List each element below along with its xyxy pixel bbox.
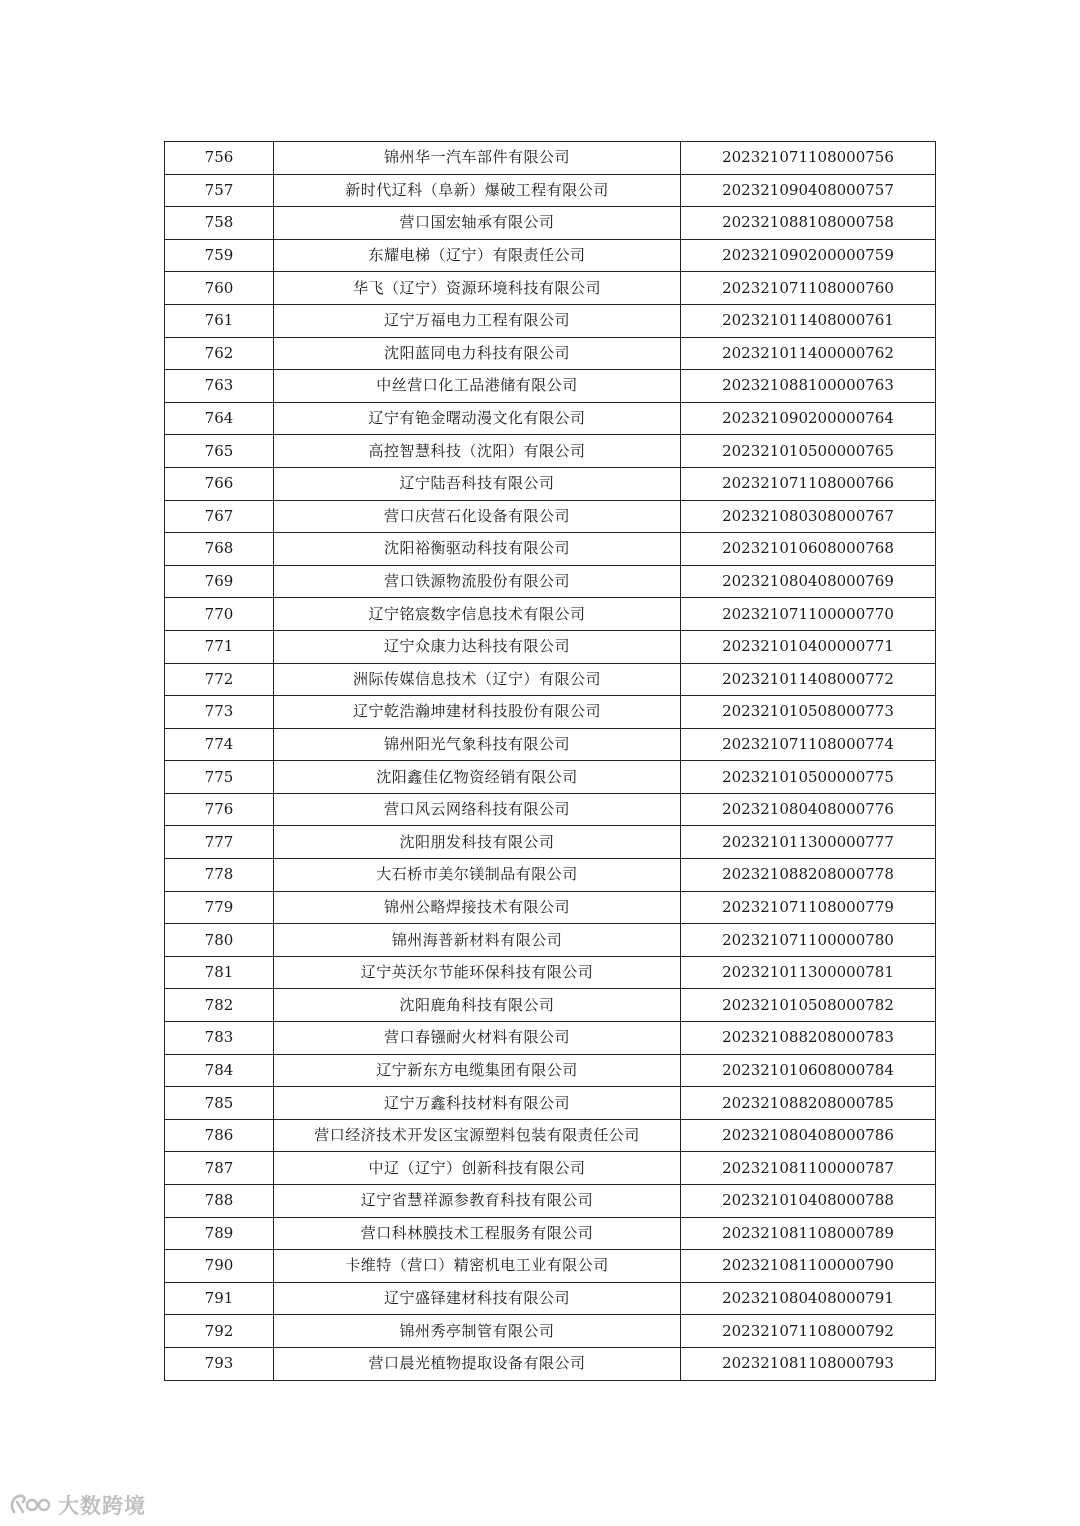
company-name: 辽宁陆吾科技有限公司 — [274, 467, 681, 500]
registration-code: 202321071100000770 — [681, 598, 936, 631]
row-number: 765 — [165, 435, 274, 468]
registration-code: 202321088108000758 — [681, 207, 936, 240]
company-name: 沈阳鹿角科技有限公司 — [274, 989, 681, 1022]
registration-code: 202321010608000784 — [681, 1054, 936, 1087]
table-row — [165, 207, 936, 240]
table-row — [165, 1087, 936, 1120]
company-name: 卡维特（营口）精密机电工业有限公司 — [274, 1250, 681, 1283]
table-row — [165, 1250, 936, 1283]
company-name: 辽宁英沃尔节能环保科技有限公司 — [274, 956, 681, 989]
registration-code: 202321071108000766 — [681, 467, 936, 500]
table-row — [165, 239, 936, 272]
registration-code: 202321090200000764 — [681, 402, 936, 435]
row-number: 768 — [165, 533, 274, 566]
company-name: 辽宁省慧祥源参教育科技有限公司 — [274, 1185, 681, 1218]
table-row — [165, 370, 936, 403]
row-number: 767 — [165, 500, 274, 533]
registration-code: 202321081108000793 — [681, 1347, 936, 1380]
registration-code: 202321011300000781 — [681, 956, 936, 989]
company-name: 辽宁有铯金曙动漫文化有限公司 — [274, 402, 681, 435]
registration-code: 202321071108000756 — [681, 142, 936, 175]
company-name: 辽宁万鑫科技材料有限公司 — [274, 1087, 681, 1120]
row-number: 780 — [165, 924, 274, 957]
row-number: 783 — [165, 1022, 274, 1055]
row-number: 775 — [165, 761, 274, 794]
registration-code: 202321080408000769 — [681, 565, 936, 598]
company-name: 辽宁乾浩瀚坤建材科技股份有限公司 — [274, 696, 681, 729]
registration-code: 202321010500000775 — [681, 761, 936, 794]
company-name: 营口科林膜技术工程服务有限公司 — [274, 1217, 681, 1250]
registration-code: 202321090200000759 — [681, 239, 936, 272]
row-number: 785 — [165, 1087, 274, 1120]
company-name: 沈阳鑫佳亿物资经销有限公司 — [274, 761, 681, 794]
registration-code: 202321010508000773 — [681, 696, 936, 729]
registration-code: 202321088208000783 — [681, 1022, 936, 1055]
company-name: 锦州秀亭制管有限公司 — [274, 1315, 681, 1348]
row-number: 774 — [165, 728, 274, 761]
row-number: 770 — [165, 598, 274, 631]
company-name: 营口春镪耐火材料有限公司 — [274, 1022, 681, 1055]
company-name: 营口庆营石化设备有限公司 — [274, 500, 681, 533]
table-row — [165, 435, 936, 468]
row-number: 787 — [165, 1152, 274, 1185]
registration-code: 202321010500000765 — [681, 435, 936, 468]
table-row — [165, 696, 936, 729]
company-name: 洲际传媒信息技术（辽宁）有限公司 — [274, 663, 681, 696]
registration-code: 202321080408000776 — [681, 793, 936, 826]
table-row — [165, 1217, 936, 1250]
registration-code: 202321080308000767 — [681, 500, 936, 533]
row-number: 769 — [165, 565, 274, 598]
table-row — [165, 1022, 936, 1055]
table-body — [165, 142, 936, 1381]
registration-code: 202321081100000787 — [681, 1152, 936, 1185]
table-row — [165, 174, 936, 207]
registration-code: 202321011400000762 — [681, 337, 936, 370]
company-name: 大石桥市美尔镁制品有限公司 — [274, 859, 681, 892]
row-number: 763 — [165, 370, 274, 403]
table-row — [165, 1054, 936, 1087]
row-number: 760 — [165, 272, 274, 305]
brand-logo-icon — [8, 1492, 52, 1518]
table-row — [165, 956, 936, 989]
table-row — [165, 1185, 936, 1218]
company-name: 东耀电梯（辽宁）有限责任公司 — [274, 239, 681, 272]
registration-code: 202321011300000777 — [681, 826, 936, 859]
row-number: 773 — [165, 696, 274, 729]
row-number: 790 — [165, 1250, 274, 1283]
row-number: 758 — [165, 207, 274, 240]
registration-code: 202321010608000768 — [681, 533, 936, 566]
company-name: 新时代辽科（阜新）爆破工程有限公司 — [274, 174, 681, 207]
table-row — [165, 337, 936, 370]
row-number: 792 — [165, 1315, 274, 1348]
registration-code: 202321081108000789 — [681, 1217, 936, 1250]
company-name: 沈阳蓝同电力科技有限公司 — [274, 337, 681, 370]
table-row — [165, 859, 936, 892]
table-row — [165, 989, 936, 1022]
row-number: 779 — [165, 891, 274, 924]
table-row — [165, 793, 936, 826]
table-row — [165, 761, 936, 794]
company-name: 辽宁众康力达科技有限公司 — [274, 630, 681, 663]
company-name: 营口铁源物流股份有限公司 — [274, 565, 681, 598]
table-row — [165, 924, 936, 957]
table-row — [165, 630, 936, 663]
table-row — [165, 1282, 936, 1315]
table-row — [165, 1119, 936, 1152]
registration-code: 202321010508000782 — [681, 989, 936, 1022]
registration-code: 202321080408000791 — [681, 1282, 936, 1315]
company-name: 中辽（辽宁）创新科技有限公司 — [274, 1152, 681, 1185]
registration-code: 202321088208000778 — [681, 859, 936, 892]
row-number: 759 — [165, 239, 274, 272]
table-row — [165, 728, 936, 761]
row-number: 781 — [165, 956, 274, 989]
row-number: 791 — [165, 1282, 274, 1315]
company-name: 营口国宏轴承有限公司 — [274, 207, 681, 240]
row-number: 777 — [165, 826, 274, 859]
table-row — [165, 598, 936, 631]
row-number: 762 — [165, 337, 274, 370]
table-row — [165, 565, 936, 598]
row-number: 761 — [165, 304, 274, 337]
row-number: 793 — [165, 1347, 274, 1380]
row-number: 784 — [165, 1054, 274, 1087]
row-number: 782 — [165, 989, 274, 1022]
table-row — [165, 891, 936, 924]
registration-code: 202321010408000788 — [681, 1185, 936, 1218]
row-number: 786 — [165, 1119, 274, 1152]
table-row — [165, 304, 936, 337]
table-row — [165, 826, 936, 859]
company-name: 中丝营口化工品港储有限公司 — [274, 370, 681, 403]
table-row — [165, 402, 936, 435]
registration-code: 202321071108000760 — [681, 272, 936, 305]
row-number: 776 — [165, 793, 274, 826]
table-row — [165, 1315, 936, 1348]
row-number: 766 — [165, 467, 274, 500]
company-name: 锦州公略焊接技术有限公司 — [274, 891, 681, 924]
enterprise-table — [164, 141, 936, 1381]
registration-code: 202321011408000761 — [681, 304, 936, 337]
row-number: 788 — [165, 1185, 274, 1218]
table-row — [165, 500, 936, 533]
company-name: 锦州海普新材料有限公司 — [274, 924, 681, 957]
company-name: 辽宁万福电力工程有限公司 — [274, 304, 681, 337]
registration-code: 202321071108000774 — [681, 728, 936, 761]
table-row — [165, 1347, 936, 1380]
row-number: 757 — [165, 174, 274, 207]
row-number: 756 — [165, 142, 274, 175]
registration-code: 202321071108000779 — [681, 891, 936, 924]
registration-code: 202321088208000785 — [681, 1087, 936, 1120]
company-name: 营口风云网络科技有限公司 — [274, 793, 681, 826]
table-row — [165, 272, 936, 305]
table-row — [165, 533, 936, 566]
row-number: 771 — [165, 630, 274, 663]
registration-code: 202321071100000780 — [681, 924, 936, 957]
company-name: 华飞（辽宁）资源环境科技有限公司 — [274, 272, 681, 305]
table-row — [165, 1152, 936, 1185]
row-number: 789 — [165, 1217, 274, 1250]
registration-code: 202321011408000772 — [681, 663, 936, 696]
registration-code: 202321010400000771 — [681, 630, 936, 663]
registration-code: 202321088100000763 — [681, 370, 936, 403]
company-name: 营口经济技术开发区宝源塑料包装有限责任公司 — [274, 1119, 681, 1152]
table-row — [165, 142, 936, 175]
company-name: 锦州华一汽车部件有限公司 — [274, 142, 681, 175]
row-number: 778 — [165, 859, 274, 892]
watermark-text: 大数跨境 — [58, 1494, 146, 1518]
company-name: 沈阳朋发科技有限公司 — [274, 826, 681, 859]
company-name: 辽宁新东方电缆集团有限公司 — [274, 1054, 681, 1087]
company-name: 高控智慧科技（沈阳）有限公司 — [274, 435, 681, 468]
company-name: 沈阳裕衡驱动科技有限公司 — [274, 533, 681, 566]
watermark — [8, 1490, 146, 1520]
company-name: 辽宁铭宸数字信息技术有限公司 — [274, 598, 681, 631]
company-name: 辽宁盛铎建材科技有限公司 — [274, 1282, 681, 1315]
company-name: 锦州阳光气象科技有限公司 — [274, 728, 681, 761]
registration-code: 202321071108000792 — [681, 1315, 936, 1348]
registration-code: 202321090408000757 — [681, 174, 936, 207]
table-row — [165, 467, 936, 500]
table-row — [165, 663, 936, 696]
registration-code: 202321080408000786 — [681, 1119, 936, 1152]
company-name: 营口晨光植物提取设备有限公司 — [274, 1347, 681, 1380]
row-number: 772 — [165, 663, 274, 696]
registration-code: 202321081100000790 — [681, 1250, 936, 1283]
row-number: 764 — [165, 402, 274, 435]
